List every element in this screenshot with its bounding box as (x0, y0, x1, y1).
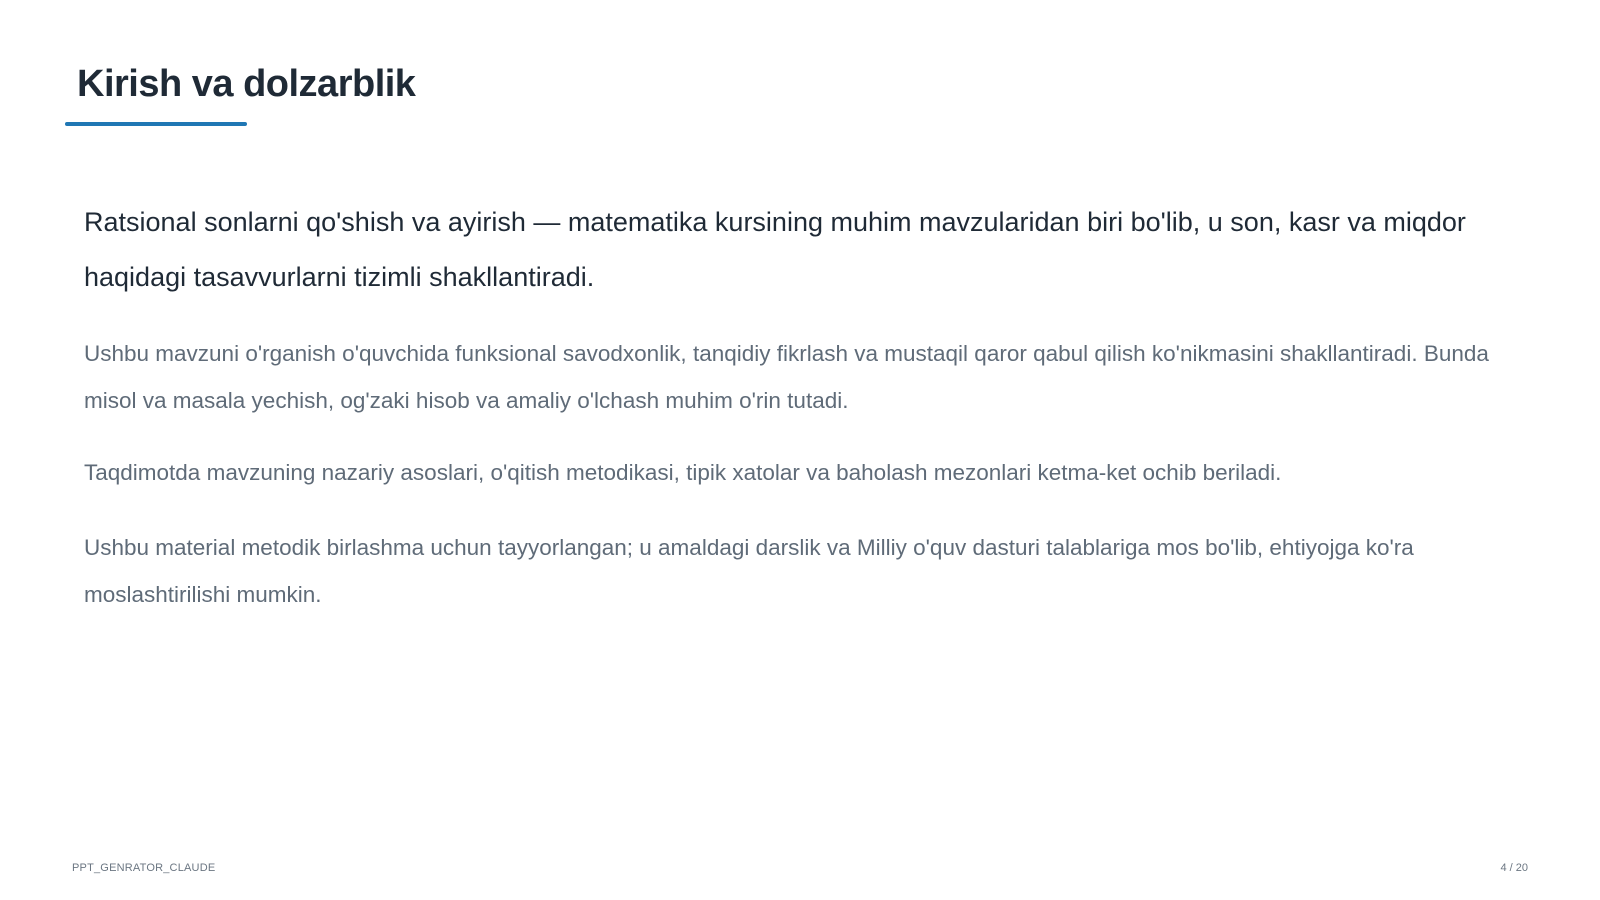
page-number: 4 / 20 (1500, 862, 1528, 874)
lead-paragraph: Ratsional sonlarni qo'shish va ayirish — matematika kursining muhim mavzularidan biri bo'lib, u son, kasr va miqdor haqidagi tasavvurlarni tizimli shakllantiradi. (84, 207, 1466, 292)
body-paragraph-2: Taqdimotda mavzuning nazariy asoslari, o'qitish metodikasi, tipik xatolar va baholash mezonlari ketma-ket ochib beriladi. (84, 460, 1282, 485)
title-accent-underline (65, 122, 247, 126)
footer-generator-label: PPT_GENRATOR_CLAUDE (72, 862, 216, 874)
slide-title: Kirish va dolzarblik (77, 63, 416, 105)
body-paragraph-3: Ushbu material metodik birlashma uchun tayyorlangan; u amaldagi darslik va Milliy o'quv dasturi talablariga mos bo'lib, ehtiyojga ko'ra moslashtirilishi mumkin. (84, 535, 1414, 607)
body-paragraph-1: Ushbu mavzuni o'rganish o'quvchida funksional savodxonlik, tanqidiy fikrlash va mustaqil qaror qabul qilish ko'nikmasini shakllantiradi. Bunda misol va masala yechish, og'zaki hisob va amaliy o'lchash muhim o'rin tutadi. (84, 341, 1489, 413)
